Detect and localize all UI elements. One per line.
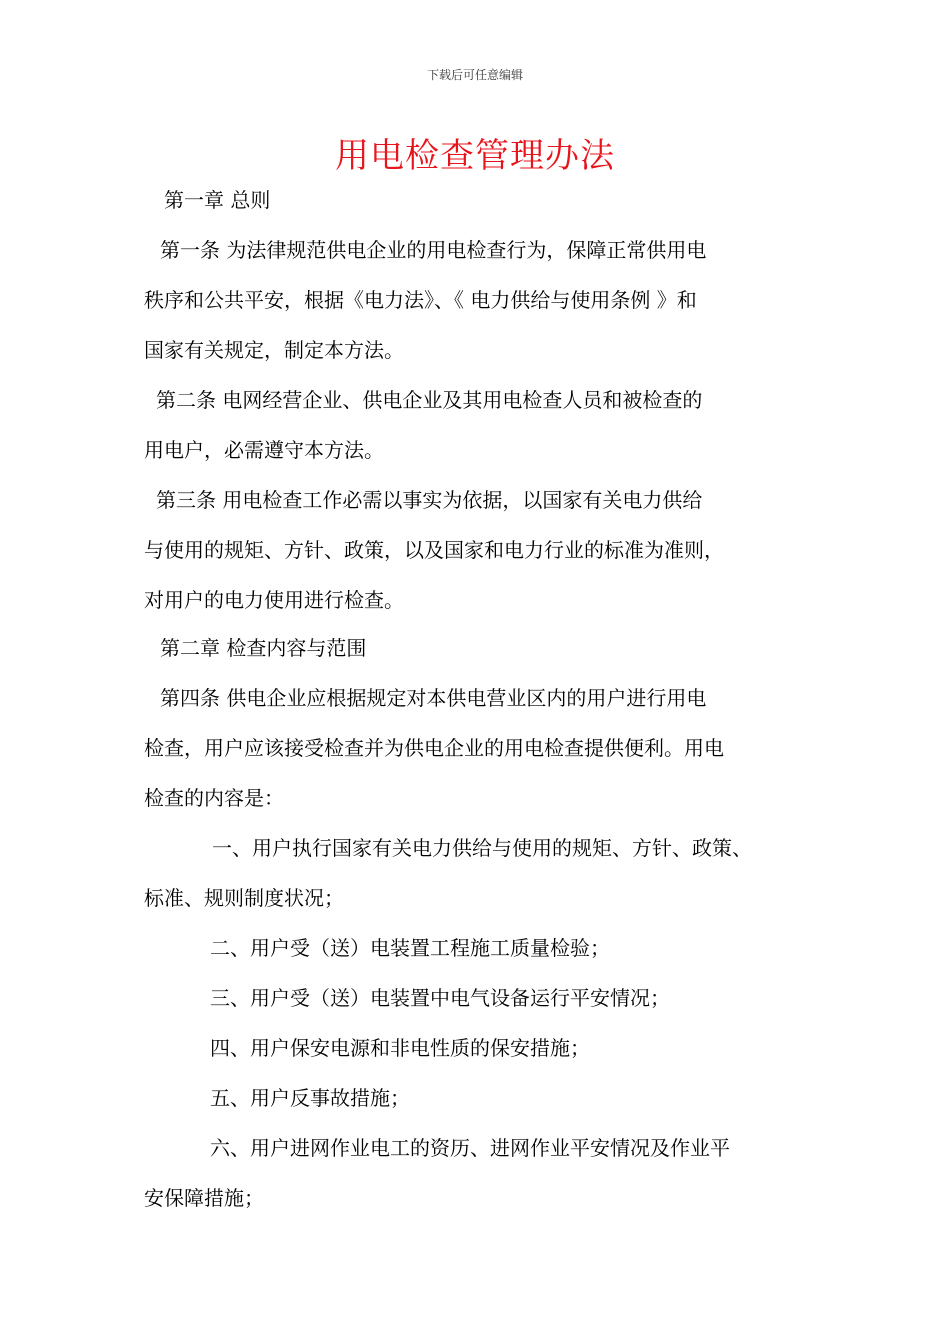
- paragraph-line: 安保障措施；: [144, 1186, 264, 1210]
- paragraph-line: 第一条 为法律规范供电企业的用电检查行为，保障正常供用电: [160, 238, 707, 262]
- paragraph-line: 第二条 电网经营企业、供电企业及其用电检查人员和被检查的: [156, 388, 703, 412]
- page-header: 下载后可任意编辑: [426, 68, 523, 82]
- paragraph-line: 第三条 用电检查工作必需以事实为依据，以国家有关电力供给: [156, 488, 703, 512]
- list-item: 四、用户保安电源和非电性质的保安措施；: [210, 1036, 590, 1060]
- chapter-heading: 第一章 总则: [164, 188, 271, 212]
- paragraph-line: 第四条 供电企业应根据规定对本供电营业区内的用户进行用电: [160, 686, 707, 710]
- paragraph-line: 检查，用户应该接受检查并为供电企业的用电检查提供便利。用电: [144, 736, 724, 760]
- list-item: 三、用户受（送）电装置中电气设备运行平安情况；: [210, 986, 670, 1010]
- paragraph-line: 用电户，必需遵守本方法。: [144, 438, 384, 462]
- list-item: 五、用户反事故措施；: [210, 1086, 410, 1110]
- paragraph-line: 对用户的电力使用进行检查。: [144, 588, 404, 612]
- list-item: 一、用户执行国家有关电力供给与使用的规矩、方针、政策、: [212, 836, 752, 860]
- paragraph-line: 国家有关规定，制定本方法。: [144, 338, 404, 362]
- paragraph-line: 秩序和公共平安，根据《电力法》、《 电力供给与使用条例 》和: [144, 288, 697, 312]
- paragraph-line: 与使用的规矩、方针、政策，以及国家和电力行业的标准为准则，: [144, 538, 724, 562]
- paragraph-line: 标准、规则制度状况；: [144, 886, 344, 910]
- paragraph-line: 检查的内容是：: [144, 786, 284, 810]
- document-title: 用电检查管理办法: [335, 136, 615, 176]
- list-item: 六、用户进网作业电工的资历、进网作业平安情况及作业平: [210, 1136, 730, 1160]
- list-item: 二、用户受（送）电装置工程施工质量检验；: [210, 936, 610, 960]
- chapter-heading: 第二章 检查内容与范围: [160, 636, 367, 660]
